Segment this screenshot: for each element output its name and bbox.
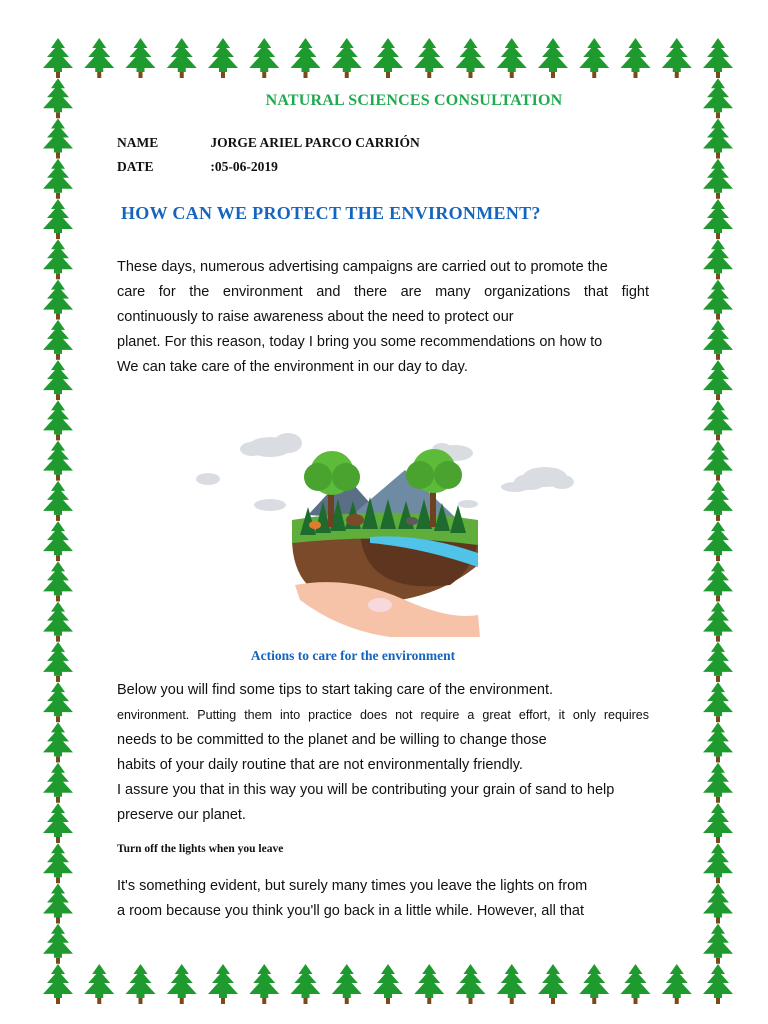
tips-paragraph bbox=[117, 678, 649, 828]
tips-line: habits of your daily routine that are not environmentally friendly. bbox=[117, 757, 523, 773]
name-row bbox=[117, 135, 420, 151]
main-heading: HOW CAN WE PROTECT THE ENVIRONMENT? bbox=[121, 203, 541, 223]
page-title: NATURAL SCIENCES CONSULTATION bbox=[265, 92, 563, 109]
intro-line: These days, numerous advertising campaigns are carried out to promote the bbox=[117, 259, 608, 275]
intro-line: continuously to raise awareness about the need to protect our bbox=[117, 309, 514, 325]
lights-paragraph bbox=[117, 874, 649, 924]
date-row bbox=[117, 159, 278, 175]
name-value: JORGE ARIEL PARCO CARRIÓN bbox=[210, 135, 420, 150]
tips-line: environment. Putting them into practice does not require a great effort, it only requires bbox=[117, 708, 649, 722]
intro-line: care for the environment and there are many organizations that fight bbox=[117, 284, 649, 300]
tips-line: I assure you that in this way you will be contributing your grain of sand to help bbox=[117, 782, 615, 798]
illustration-caption: Actions to care for the environment bbox=[250, 648, 456, 663]
lights-line: a room because you think you'll go back in a little while. However, all that bbox=[117, 903, 585, 919]
date-value: :05-06-2019 bbox=[210, 159, 278, 174]
name-label: NAME bbox=[117, 135, 159, 150]
tips-line: preserve our planet. bbox=[117, 807, 246, 823]
tips-line: needs to be committed to the planet and be willing to change those bbox=[117, 732, 547, 748]
lights-line: It's something evident, but surely many times you leave the lights on from bbox=[117, 878, 588, 894]
intro-paragraph bbox=[117, 255, 649, 380]
tips-line: Below you will find some tips to start taking care of the environment. bbox=[117, 682, 554, 698]
intro-line: We can take care of the environment in our day to day. bbox=[117, 359, 468, 375]
section-subheading: Turn off the lights when you leave bbox=[117, 843, 284, 855]
intro-line: planet. For this reason, today I bring you some recommendations on how to bbox=[117, 334, 603, 350]
date-label: DATE bbox=[117, 159, 154, 174]
earth-in-hand-illustration bbox=[190, 425, 590, 640]
